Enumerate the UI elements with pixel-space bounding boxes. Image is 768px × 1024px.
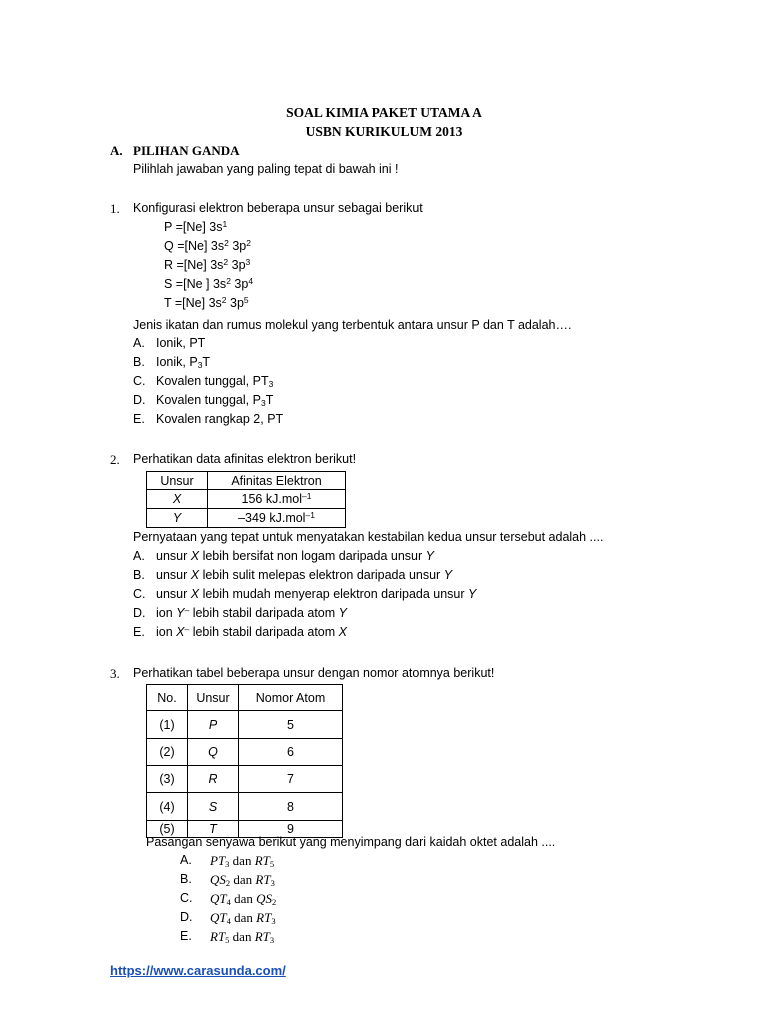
option-main: Kovalen tunggal, PT	[156, 374, 269, 388]
option-letter: E.	[133, 625, 145, 639]
q1-config	[164, 238, 251, 255]
q1-text: Konfigurasi elektron beberapa unsur sebagai berikut	[133, 201, 423, 215]
option-variable: Y	[176, 606, 185, 620]
option-pre: unsur	[156, 568, 191, 582]
option-pre: unsur	[156, 549, 191, 563]
config-exponent: 2	[221, 295, 227, 305]
option-variable: Y	[425, 549, 434, 563]
q2-text: Perhatikan data afinitas elektron berikut!	[133, 452, 357, 466]
q3-header-unsur: Unsur	[188, 685, 239, 711]
option-subscript: 3	[268, 379, 274, 389]
option-text	[156, 586, 476, 603]
option-letter: D.	[133, 393, 146, 407]
option-post: lebih stabil daripada atom	[189, 625, 339, 639]
option-letter: A.	[180, 853, 192, 867]
config-label: T =[Ne] 3s	[164, 296, 222, 310]
q2-affinity-table	[146, 471, 346, 528]
document-title-line2: USBN KURIKULUM 2013	[305, 124, 463, 139]
formula-a-subscript: 4	[226, 897, 231, 907]
q3-text: Perhatikan tabel beberapa unsur dengan nomor atomnya berikut!	[133, 666, 495, 680]
config-orbital: 3p	[228, 239, 247, 253]
option-charge: –	[184, 624, 190, 634]
option-post: lebih mudah menyerap elektron daripada unsur	[199, 587, 469, 601]
option-variable: X	[190, 568, 200, 582]
q3-cell-unsur: S	[188, 793, 239, 821]
option-text	[156, 624, 347, 641]
option-subscript: 3	[260, 398, 266, 408]
formula-b: RT	[254, 929, 270, 944]
option-main: Ionik, P	[156, 355, 198, 369]
formula-b-subscript: 2	[272, 897, 277, 907]
q3-cell-unsur: Q	[188, 739, 239, 766]
formula-a-subscript: 5	[225, 935, 230, 945]
option-letter: E.	[133, 412, 145, 426]
option-text	[156, 335, 205, 352]
q2-cell-afinitas: 156 kJ.mol$^{-1}$	[208, 490, 346, 509]
option-post: lebih bersifat non logam daripada unsur	[199, 549, 426, 563]
document-title-line1: SOAL KIMIA PAKET UTAMA A	[286, 105, 482, 120]
config-orbital: 3p	[226, 296, 244, 310]
option-letter: B.	[133, 355, 145, 369]
option-text	[156, 411, 283, 428]
q1-config	[164, 295, 249, 312]
config-exponent: 4	[248, 276, 254, 286]
formula-a: QT	[210, 910, 227, 925]
q3-cell-no: (1)	[147, 711, 188, 739]
option-connector: dan	[230, 872, 256, 887]
config-orbital: 3p	[228, 258, 246, 272]
config-exponent: 2	[226, 276, 231, 286]
q3-cell-no: (2)	[147, 739, 188, 766]
option-letter: A.	[133, 336, 145, 350]
option-connector: dan	[229, 929, 255, 944]
q3-cell-nomor: 5	[239, 711, 343, 739]
formula-b-subscript: 3	[269, 935, 275, 945]
option-after: T	[202, 355, 211, 369]
formula-a: QT	[210, 891, 227, 906]
option-letter: B.	[133, 568, 145, 582]
formula-a: RT	[210, 929, 226, 944]
option-pre: ion	[156, 625, 177, 639]
option-text	[210, 852, 274, 869]
q3-cell-no: (4)	[147, 793, 188, 821]
table-row	[147, 793, 343, 821]
q3-cell-no: (3)	[147, 766, 188, 793]
table-row	[147, 490, 346, 509]
q2-number: 2.	[110, 452, 120, 467]
option-main: Kovalen rangkap 2, PT	[156, 412, 284, 426]
option-variable: X	[338, 625, 347, 639]
formula-b: RT	[255, 872, 271, 887]
formula-b-subscript: 3	[270, 878, 275, 888]
q2-header-unsur: Unsur	[147, 472, 208, 490]
config-exponent: 5	[243, 295, 249, 305]
option-letter: C.	[180, 891, 193, 905]
option-variable: Y	[443, 568, 453, 582]
config-label: R =[Ne] 3s	[164, 258, 224, 272]
option-text	[210, 890, 276, 907]
config-exponent: 2	[224, 238, 229, 248]
config-label: Q =[Ne] 3s	[164, 239, 225, 253]
option-connector: dan	[229, 853, 255, 868]
option-letter: C.	[133, 587, 146, 601]
option-text	[156, 392, 273, 409]
q3-cell-unsur: P	[188, 711, 239, 739]
option-text	[210, 928, 274, 945]
option-connector: dan	[230, 891, 257, 906]
q1-question: Jenis ikatan dan rumus molekul yang terbentuk antara unsur P dan T adalah….	[133, 318, 572, 332]
footer-link[interactable]: https://www.carasunda.com/	[110, 963, 286, 978]
option-after: T	[265, 393, 274, 407]
option-letter: D.	[180, 910, 193, 924]
option-letter: E.	[180, 929, 192, 943]
formula-a-subscript: 4	[226, 916, 231, 926]
q3-cell-nomor: 8	[239, 793, 343, 821]
q3-header-no: No.	[147, 685, 188, 711]
q2-question: Pernyataan yang tepat untuk menyatakan kestabilan kedua unsur tersebut adalah ....	[133, 530, 604, 544]
q2-cell-afinitas: –349 kJ.mol$^{-1}$	[208, 509, 346, 528]
config-exponent: 2	[246, 238, 251, 248]
q3-element-table	[146, 684, 343, 838]
q1-config	[164, 219, 227, 236]
option-connector: dan	[230, 910, 257, 925]
option-variable: Y	[338, 606, 347, 620]
formula-a: PT	[210, 853, 226, 868]
q3-header-nomor: Nomor Atom	[239, 685, 343, 711]
option-post: lebih sulit melepas elektron daripada unsur	[199, 568, 444, 582]
option-charge: –	[184, 605, 190, 615]
table-row	[147, 739, 343, 766]
option-text	[156, 567, 452, 584]
option-text	[156, 373, 273, 390]
formula-a-subscript: 3	[225, 859, 230, 869]
q3-question: Pasangan senyawa berikut yang menyimpang dari kaidah oktet adalah ....	[146, 835, 556, 849]
q2-header-afinitas: Afinitas Elektron	[208, 472, 346, 490]
formula-b-subscript: 5	[269, 859, 275, 869]
section-title: PILIHAN GANDA	[133, 143, 240, 158]
config-exponent: 3	[245, 257, 251, 267]
option-variable: Y	[468, 587, 477, 601]
formula-b: RT	[254, 853, 270, 868]
config-exponent: 1	[222, 219, 228, 229]
q3-number: 3.	[110, 666, 120, 681]
option-letter: B.	[180, 872, 192, 886]
formula-b: QS	[256, 891, 273, 906]
option-text	[156, 548, 434, 565]
q3-cell-no: (5)	[147, 821, 188, 838]
config-orbital: 3p	[230, 277, 249, 291]
q2-cell-unsur: X	[147, 490, 208, 509]
option-pre: ion	[156, 606, 177, 620]
option-variable: X	[176, 625, 185, 639]
option-letter: A.	[133, 549, 145, 563]
q1-config	[164, 276, 253, 293]
option-subscript: 3	[197, 360, 203, 370]
option-pre: unsur	[156, 587, 191, 601]
q3-cell-unsur: R	[188, 766, 239, 793]
option-post: lebih stabil daripada atom	[189, 606, 339, 620]
config-label: P =[Ne] 3s	[164, 220, 223, 234]
table-row	[147, 766, 343, 793]
formula-a-subscript: 2	[225, 878, 231, 888]
option-text	[210, 909, 276, 926]
option-main: Ionik, PT	[156, 336, 206, 350]
table-row	[147, 711, 343, 739]
config-label: S =[Ne ] 3s	[164, 277, 227, 291]
option-text	[210, 871, 275, 888]
q1-config	[164, 257, 250, 274]
option-variable: X	[190, 549, 200, 563]
formula-a: QS	[210, 872, 226, 887]
q1-number: 1.	[110, 201, 120, 216]
formula-b: RT	[256, 910, 272, 925]
config-exponent: 2	[223, 257, 229, 267]
formula-b-subscript: 3	[271, 916, 276, 926]
option-letter: C.	[133, 374, 146, 388]
q3-cell-unsur: T	[188, 821, 239, 838]
section-label: A.	[110, 143, 123, 158]
q3-cell-nomor: 9	[239, 821, 343, 838]
section-instruction: Pilihlah jawaban yang paling tepat di bawah ini !	[133, 162, 399, 176]
option-main: Kovalen tunggal, P	[156, 393, 261, 407]
q2-cell-unsur: Y	[147, 509, 208, 528]
option-variable: X	[190, 587, 200, 601]
option-text	[156, 605, 347, 622]
option-letter: D.	[133, 606, 146, 620]
q3-cell-nomor: 6	[239, 739, 343, 766]
option-text	[156, 354, 210, 371]
table-row	[147, 509, 346, 528]
q3-cell-nomor: 7	[239, 766, 343, 793]
